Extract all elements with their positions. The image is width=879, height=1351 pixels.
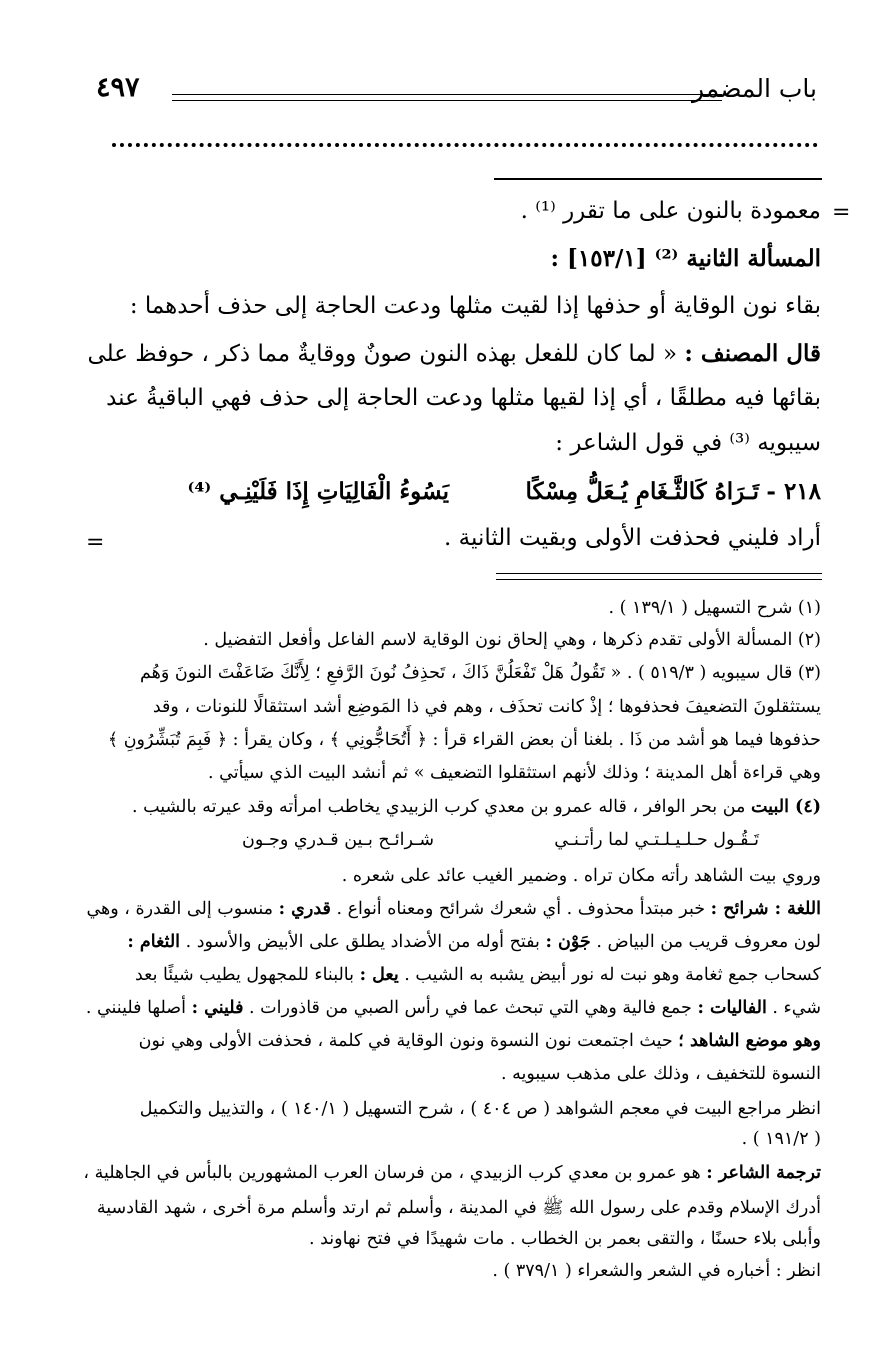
lugha-label-faliyat: الفاليات : xyxy=(697,998,767,1018)
footnote-4-note: وروي بيت الشاهد رأته مكان تراه . وضمير الغيب عائد على شعره . xyxy=(341,866,821,886)
author-quote: « لما كان للفعل بهذه النون صونٌ ووقايةٌ مما ذكر ، حوفظ على xyxy=(87,341,678,367)
references-line-1: انظر مراجع البيت في معجم الشواهد ( ص ٤٠٤ ) ، شرح التسهيل ( ١٤٠/١ ) ، والتذييل والتكميل xyxy=(139,1099,821,1119)
verse-second-hemistich: يَسُوءُ الْفَالِيَاتِ إِذَا فَلَيْنِـي ⁽⁴⁾ xyxy=(187,478,449,505)
verse-first-hemistich: تَـرَاهُ كَالثَّـغَامِ يُـعَلُّ مِسْكًا xyxy=(525,478,759,505)
lugha-label-qadri: قدري : xyxy=(278,899,331,919)
shahid-text: حيث اجتمعت نون النسوة ونون الوقاية في كلمة ، فحذفت الأولى وهي نون xyxy=(138,1031,673,1051)
section-heading: المسألة الثانية ⁽²⁾ [١٥٣/١] : xyxy=(550,245,821,272)
dotted-separator xyxy=(112,143,818,147)
footnote-1: (١) شرح التسهيل ( ١٣٩/١ ) . xyxy=(608,598,821,618)
tarjama-line-3: وأبلى بلاء حسنًا ، والتقى بعمر بن الخطاب . مات شهيدًا في فتح نهاوند . xyxy=(308,1229,821,1249)
footnote-3-line-1: (٣) قال سيبويه ( ٥١٩/٣ ) . « تَقُولُ هَلْ تَفْعَلُنَّ ذَاكَ ، تَحذِفُ نُونَ الرَّفعِ ؛ لِأَنَّكَ ضَاعَفْتَ النونَ وَهُم xyxy=(140,663,821,683)
main-line-4 xyxy=(87,340,821,367)
lugha-text-4: شيء . xyxy=(772,998,821,1018)
footnote-3-line-3: حذفوها فيما هو أشد من ذَا . بلغنا أن بعض القراء قرأ : ﴿ أَتُحَاجُّونِي ﴾ ، وكان يقرأ : ﴿ فَبِمَ تُبَشِّرُونِ ﴾ xyxy=(107,730,821,750)
author-label: قال المصنف : xyxy=(684,340,821,367)
lugha-label-yual: يعل : xyxy=(359,965,399,985)
references-line-2: ( ١٩١/٢ ) . xyxy=(741,1129,821,1149)
alt-verse-first: تَـقُـول حـلـيـلـتـي لما رأتـنـي xyxy=(554,830,759,850)
verse-number: ٢١٨ - xyxy=(766,478,821,505)
continuation-mark: = xyxy=(832,200,851,225)
chapter-title: باب المضمر xyxy=(692,74,817,103)
lugha-label-thugham: الثغام : xyxy=(127,932,181,952)
lugha-line-4 xyxy=(86,998,821,1018)
lugha-text-qadri: منسوب إلى القدرة ، وهي xyxy=(86,899,274,919)
lugha-text-3: كسحاب جمع ثغامة وهو نبت له نور أبيض يشبه به الشيب . xyxy=(404,965,821,985)
footnote-rule-bottom xyxy=(496,579,822,580)
main-line-5: بقائها فيه مطلقًا ، أي إذا لقيها مثلها ودعت الحاجة إلى حذف فهي الباقيةُ عند xyxy=(106,385,821,411)
tarjama-line-4: انظر : أخباره في الشعر والشعراء ( ٣٧٩/١ ) . xyxy=(492,1261,821,1281)
header-rule-bottom xyxy=(172,100,722,101)
tarjama-text: هو عمرو بن معدي كرب الزبيدي ، من فرسان العرب المشهورين بالبأس في الجاهلية ، xyxy=(83,1163,701,1183)
lugha-text: خبر مبتدأ محذوف . أي شعرك شرائح ومعناه أنواع . xyxy=(336,899,706,919)
lugha-text-falayni: أصلها فلينني . xyxy=(85,998,187,1018)
tarjama-line-1 xyxy=(83,1163,821,1183)
main-line-1: معمودة بالنون على ما تقرر ⁽¹⁾ . xyxy=(520,198,821,224)
tarjama-line-2: أدرك الإسلام وقدم على رسول الله ﷺ في المدينة ، وأسلم ثم ارتد وأسلم مرة أخرى ، شهد القادسية xyxy=(96,1198,821,1218)
lugha-text-yual: بالبناء للمجهول يطيب شيئًا بعد xyxy=(135,965,355,985)
page-number: ٤٩٧ xyxy=(96,72,140,103)
lugha-text-faliyat: جمع فالية وهي التي تبحث عما في رأس الصبي من قاذورات . xyxy=(249,998,692,1018)
lugha-label: اللغة : شرائح : xyxy=(710,899,821,919)
top-separator-rule xyxy=(494,178,822,180)
lugha-text-2: لون معروف قريب من البياض . xyxy=(596,932,821,952)
shahid-label: وهو موضع الشاهد ؛ xyxy=(678,1031,821,1051)
lugha-label-falayni: فليني : xyxy=(191,998,244,1018)
continuation-mark-bottom: = xyxy=(86,530,105,555)
shahid-line-1 xyxy=(139,1031,821,1051)
footnote-4-text: من بحر الوافر ، قاله عمرو بن معدي كرب الزبيدي يخاطب امرأته وقد عيرته بالشيب . xyxy=(131,797,746,817)
main-line-6: سيبويه ⁽³⁾ في قول الشاعر : xyxy=(555,430,821,456)
alt-verse-second: شـرائـح بـين قـدري وجـون xyxy=(241,830,434,850)
footnote-rule-top xyxy=(496,573,822,574)
footnote-3-line-2: يستثقلونَ التضعيفَ فحذفوها ؛ إذْ كانت تحذَف ، وهم في ذا المَوضِع أشد استثقالًا للنونات ، وقد xyxy=(152,697,821,717)
main-line-8: أراد فليني فحذفت الأولى وبقيت الثانية . xyxy=(444,525,821,551)
lugha-line-3 xyxy=(135,965,821,985)
shahid-line-2: النسوة للتخفيف ، وذلك على مذهب سيبويه . xyxy=(500,1064,821,1084)
footnote-2: (٢) المسألة الأولى تقدم ذكرها ، وهي إلحاق نون الوقاية لاسم الفاعل وأفعل التفضيل . xyxy=(203,630,821,650)
lugha-text-jawn: بفتح أوله من الأضداد يطلق على الأبيض والأسود . xyxy=(185,932,540,952)
footnote-4 xyxy=(132,797,821,817)
main-line-3: بقاء نون الوقاية أو حذفها إذا لقيت مثلها ودعت الحاجة إلى حذف أحدهما : xyxy=(129,293,821,319)
lugha-line-2 xyxy=(127,932,821,952)
footnote-3-line-4: وهي قراءة أهل المدينة ؛ وذلك لأنهم استثقلوا التضعيف » ثم أنشد البيت الذي سيأتي . xyxy=(207,763,821,783)
footnote-4-label: (٤) البيت xyxy=(751,797,821,817)
tarjama-label: ترجمة الشاعر : xyxy=(706,1163,821,1183)
header-rule-top xyxy=(172,94,722,95)
lugha-line-1 xyxy=(86,899,821,919)
lugha-label-jawn: جَوْن : xyxy=(545,932,591,952)
